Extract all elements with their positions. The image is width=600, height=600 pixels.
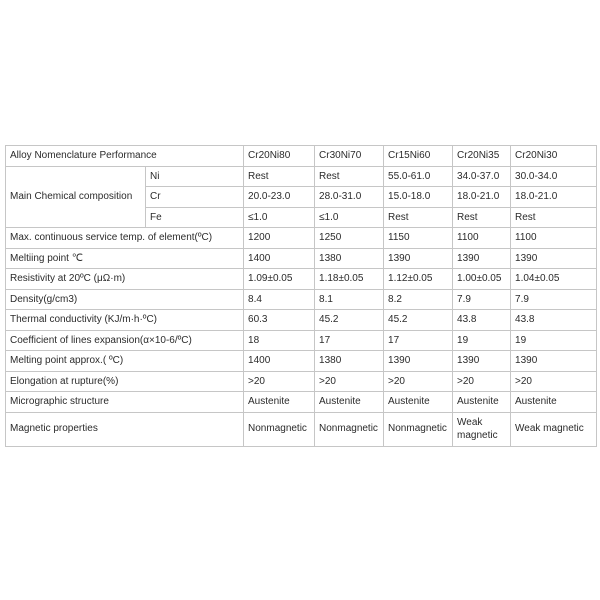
- table-cell: Austenite: [315, 392, 384, 413]
- table-row: [6, 228, 597, 249]
- table-cell: Rest: [244, 166, 315, 187]
- table-cell: 17: [315, 330, 384, 351]
- table-cell: 18.0-21.0: [453, 187, 511, 208]
- table-row: [6, 310, 597, 331]
- table-cell: >20: [511, 371, 597, 392]
- table-cell: Austenite: [453, 392, 511, 413]
- table-cell: 1390: [511, 351, 597, 372]
- table-row: [6, 330, 597, 351]
- table-cell: 1380: [315, 351, 384, 372]
- table-cell: Rest: [453, 207, 511, 228]
- table-cell: 1.12±0.05: [384, 269, 453, 290]
- table-cell: 18.0-21.0: [511, 187, 597, 208]
- row-label: Resistivity at 20ºC (μΩ·m): [6, 269, 244, 290]
- table-cell: 1150: [384, 228, 453, 249]
- table-cell: 1390: [384, 351, 453, 372]
- table-cell: 19: [511, 330, 597, 351]
- table-cell: Austenite: [384, 392, 453, 413]
- table-cell: 1390: [384, 248, 453, 269]
- table-cell: ≤1.0: [244, 207, 315, 228]
- column-header: Cr15Ni60: [384, 146, 453, 167]
- table-cell: >20: [453, 371, 511, 392]
- table-cell: Weak magnetic: [453, 412, 511, 446]
- row-label: Coefficient of lines expansion(α×10-6/ºC): [6, 330, 244, 351]
- table-cell: 1400: [244, 248, 315, 269]
- table-cell: 43.8: [453, 310, 511, 331]
- table-row: [6, 392, 597, 413]
- table-cell: 20.0-23.0: [244, 187, 315, 208]
- table-cell: 1100: [511, 228, 597, 249]
- alloy-performance-table-container: [5, 145, 596, 447]
- table-row: [6, 269, 597, 290]
- table-cell: Nonmagnetic: [244, 412, 315, 446]
- table-cell: Austenite: [244, 392, 315, 413]
- table-cell: >20: [384, 371, 453, 392]
- table-cell: 8.4: [244, 289, 315, 310]
- table-cell: 1250: [315, 228, 384, 249]
- table-row-composition-ni: [6, 166, 597, 187]
- table-cell: Nonmagnetic: [315, 412, 384, 446]
- table-cell: 17: [384, 330, 453, 351]
- row-label: Melting point approx.( ºC): [6, 351, 244, 372]
- table-cell: 15.0-18.0: [384, 187, 453, 208]
- table-cell: 1.18±0.05: [315, 269, 384, 290]
- table-cell: 55.0-61.0: [384, 166, 453, 187]
- element-label: Cr: [146, 187, 244, 208]
- column-header: Cr30Ni70: [315, 146, 384, 167]
- table-cell: 8.2: [384, 289, 453, 310]
- table-cell: >20: [315, 371, 384, 392]
- row-label: Elongation at rupture(%): [6, 371, 244, 392]
- table-row: [6, 248, 597, 269]
- table-corner-label: Alloy Nomenclature Performance: [6, 146, 244, 167]
- column-header: Cr20Ni80: [244, 146, 315, 167]
- row-label: Thermal conductivity (KJ/m·h·ºC): [6, 310, 244, 331]
- table-cell: Austenite: [511, 392, 597, 413]
- column-header: Cr20Ni30: [511, 146, 597, 167]
- table-cell: 1390: [453, 351, 511, 372]
- column-header: Cr20Ni35: [453, 146, 511, 167]
- table-cell: 45.2: [384, 310, 453, 331]
- table-cell: 60.3: [244, 310, 315, 331]
- table-cell: 28.0-31.0: [315, 187, 384, 208]
- element-label: Fe: [146, 207, 244, 228]
- table-cell: 1100: [453, 228, 511, 249]
- row-label: Density(g/cm3): [6, 289, 244, 310]
- table-cell: ≤1.0: [315, 207, 384, 228]
- table-row: [6, 412, 597, 446]
- table-cell: Weak magnetic: [511, 412, 597, 446]
- table-cell: 18: [244, 330, 315, 351]
- table-cell: 30.0-34.0: [511, 166, 597, 187]
- row-label: Max. continuous service temp. of element(ºC): [6, 228, 244, 249]
- table-cell: 1200: [244, 228, 315, 249]
- table-cell: 43.8: [511, 310, 597, 331]
- alloy-performance-table: [5, 145, 597, 447]
- row-label-composition: Main Chemical composition: [6, 166, 146, 228]
- table-cell: >20: [244, 371, 315, 392]
- table-cell: Rest: [511, 207, 597, 228]
- row-label: Micrographic structure: [6, 392, 244, 413]
- table-row: [6, 351, 597, 372]
- table-cell: 1.09±0.05: [244, 269, 315, 290]
- table-cell: Rest: [384, 207, 453, 228]
- table-cell: 8.1: [315, 289, 384, 310]
- table-header-row: [6, 146, 597, 167]
- table-cell: 1390: [511, 248, 597, 269]
- element-label: Ni: [146, 166, 244, 187]
- table-cell: 1380: [315, 248, 384, 269]
- table-cell: 1400: [244, 351, 315, 372]
- row-label: Magnetic properties: [6, 412, 244, 446]
- table-cell: 7.9: [511, 289, 597, 310]
- table-row: [6, 289, 597, 310]
- row-label: Meltiing point ℃: [6, 248, 244, 269]
- table-cell: 7.9: [453, 289, 511, 310]
- table-cell: 19: [453, 330, 511, 351]
- table-cell: 34.0-37.0: [453, 166, 511, 187]
- table-cell: 1390: [453, 248, 511, 269]
- table-cell: 45.2: [315, 310, 384, 331]
- table-cell: Rest: [315, 166, 384, 187]
- table-row: [6, 371, 597, 392]
- table-cell: Nonmagnetic: [384, 412, 453, 446]
- table-cell: 1.04±0.05: [511, 269, 597, 290]
- table-cell: 1.00±0.05: [453, 269, 511, 290]
